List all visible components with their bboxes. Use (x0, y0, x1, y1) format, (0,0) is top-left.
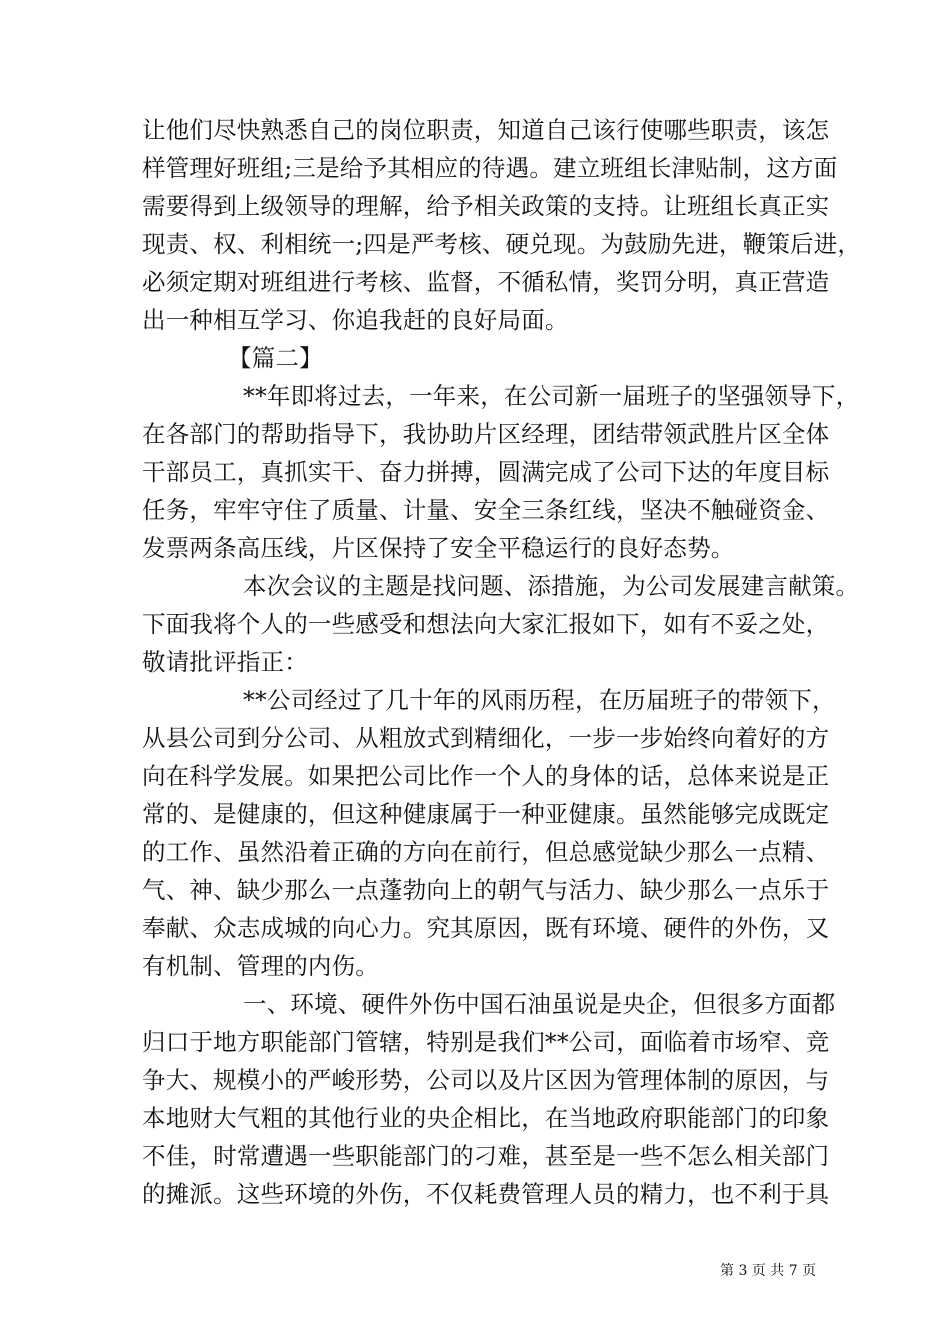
body-text-line: 下面我将个人的一些感受和想法向大家汇报如下，如有不妥之处， (142, 610, 830, 638)
body-text-line: 出一种相互学习、你追我赶的良好局面。 (142, 306, 569, 334)
body-text-line: 干部员工，真抓实干、奋力拼搏，圆满完成了公司下达的年度目标 (142, 458, 830, 486)
body-text-line: 发票两条高压线，片区保持了安全平稳运行的良好态势。 (142, 534, 735, 562)
body-text-line: 在各部门的帮助指导下，我协助片区经理，团结带领武胜片区全体 (142, 420, 830, 448)
body-text-line: 敬请批评指正： (142, 648, 308, 676)
body-text-line: 不佳，时常遭遇一些职能部门的刁难，甚至是一些不怎么相关部门 (142, 1142, 830, 1170)
body-text-line: 有机制、管理的内伤。 (142, 952, 379, 980)
body-text-line: 归口于地方职能部门管辖，特别是我们**公司，面临着市场窄、竞 (142, 1028, 830, 1056)
paragraph-first-line: 一、环境、硬件外伤中国石油虽说是央企，但很多方面都 (243, 990, 836, 1018)
body-text-line: 现责、权、利相统一;四是严考核、硬兑现。为鼓励先进，鞭策后进， (142, 230, 862, 258)
body-text-line: 气、神、缺少那么一点蓬勃向上的朝气与活力、缺少那么一点乐于 (142, 876, 830, 904)
body-text-line: 需要得到上级领导的理解，给予相关政策的支持。让班组长真正实 (142, 192, 830, 220)
body-text-line: 任务，牢牢守住了质量、计量、安全三条红线，坚决不触碰资金、 (142, 496, 830, 524)
body-text-line: 争大、规模小的严峻形势，公司以及片区因为管理体制的原因，与 (142, 1066, 830, 1094)
body-text-line: 样管理好班组;三是给予其相应的待遇。建立班组长津贴制，这方面 (142, 154, 838, 182)
paragraph-first-line: **年即将过去，一年来，在公司新一届班子的坚强领导下， (243, 382, 860, 410)
body-text-line: 让他们尽快熟悉自己的岗位职责，知道自己该行使哪些职责，该怎 (142, 116, 830, 144)
body-text-line: 的工作、虽然沿着正确的方向在前行，但总感觉缺少那么一点精、 (142, 838, 830, 866)
page-number: 第 3 页 共 7 页 (720, 1263, 817, 1279)
body-text-line: 奉献、众志成城的向心力。究其原因，既有环境、硬件的外伤，又 (142, 914, 830, 942)
body-text-line: 从县公司到分公司、从粗放式到精细化，一步一步始终向着好的方 (142, 724, 830, 752)
section-heading: 【篇二】 (228, 344, 323, 372)
body-text-line: 必须定期对班组进行考核、监督，不循私情，奖罚分明，真正营造 (142, 268, 830, 296)
body-text-line: 向在科学发展。如果把公司比作一个人的身体的话，总体来说是正 (142, 762, 830, 790)
paragraph-first-line: **公司经过了几十年的风雨历程，在历届班子的带领下， (243, 686, 836, 714)
body-text-line: 常的、是健康的，但这种健康属于一种亚健康。虽然能够完成既定 (142, 800, 830, 828)
body-text-line: 本地财大气粗的其他行业的央企相比，在当地政府职能部门的印象 (142, 1104, 830, 1132)
body-text-line: 的摊派。这些环境的外伤，不仅耗费管理人员的精力，也不利于具 (142, 1180, 830, 1208)
paragraph-first-line: 本次会议的主题是找问题、添措施，为公司发展建言献策。 (243, 572, 860, 600)
